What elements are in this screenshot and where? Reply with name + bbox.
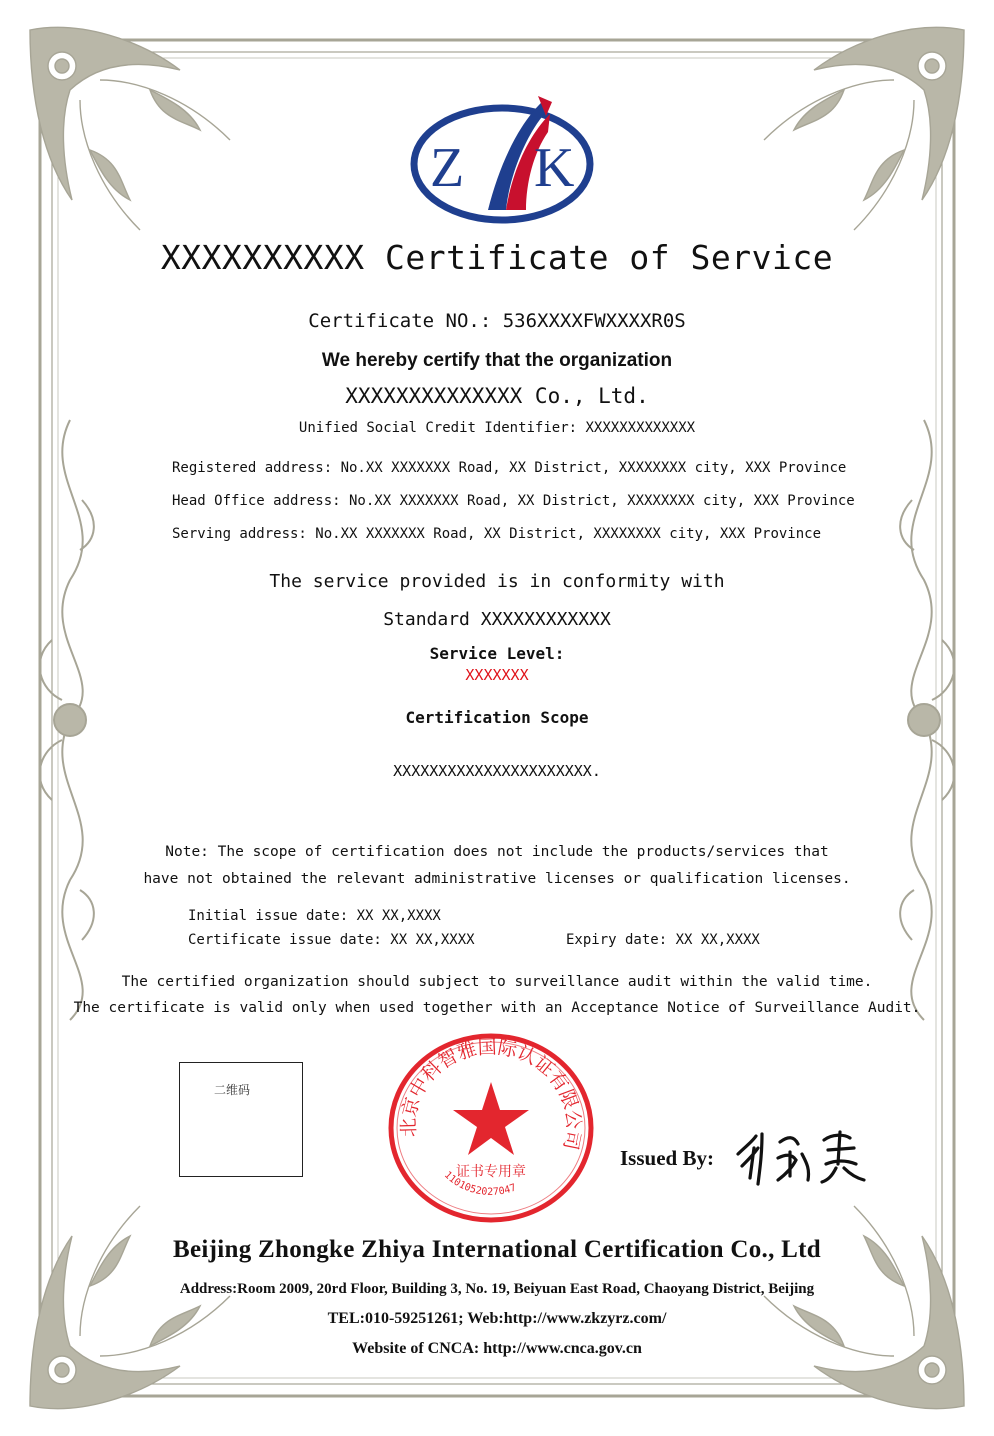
handwritten-signature (732, 1124, 868, 1188)
certificate-issue-date: Certificate issue date: XX XX,XXXX (188, 932, 475, 948)
registered-address: Registered address: No.XX XXXXXXX Road, XX District, XXXXXXXX city, XXX Province (172, 460, 847, 476)
head-office-address: Head Office address: No.XX XXXXXXX Road, XX District, XXXXXXXX city, XXX Province (172, 493, 855, 509)
issuer-company-name: Beijing Zhongke Zhiya International Certification Co., Ltd (173, 1236, 821, 1263)
qr-code-placeholder (179, 1062, 303, 1177)
seal-ring-text: 北京中科智雅国际认证有限公司 (397, 1036, 585, 1152)
issued-by-label: Issued By: (620, 1146, 714, 1170)
serving-address: Serving address: No.XX XXXXXXX Road, XX District, XXXXXXXX city, XXX Province (172, 526, 822, 542)
service-level-value: XXXXXXX (465, 666, 529, 684)
note-line-1: Note: The scope of certification does not include the products/services that (165, 844, 829, 860)
surveillance-line-2: The certificate is valid only when used together with an Acceptance Notice of Surveillance Audit. (73, 1000, 921, 1016)
standard: Standard XXXXXXXXXXXX (383, 609, 611, 630)
logo-letter-k: K (534, 137, 575, 199)
credit-identifier: Unified Social Credit Identifier: XXXXXXXXXXXXX (298, 420, 696, 436)
official-seal (385, 1030, 597, 1226)
seal-number: 1101052027047 (441, 1169, 518, 1198)
certificate-number: Certificate NO.: 536XXXXFWXXXXR0S (308, 310, 686, 332)
note-line-2: have not obtained the relevant administrative licenses or qualification licenses. (143, 871, 851, 887)
expiry-date: Expiry date: XX XX,XXXX (566, 932, 760, 948)
seal-star-icon (453, 1082, 529, 1155)
qr-code-label: 二维码 (214, 1083, 251, 1097)
scope-label: Certification Scope (405, 708, 589, 727)
organization-name: XXXXXXXXXXXXXX Co., Ltd. (345, 384, 649, 408)
service-level-label: Service Level: (429, 644, 565, 663)
issuer-address: Address:Room 2009, 20rd Floor, Building 3, No. 19, Beiyuan East Road, Chaoyang District, Beijing (179, 1281, 815, 1297)
zk-logo (410, 92, 594, 224)
surveillance-line-1: The certified organization should subject to surveillance audit within the valid time. (121, 974, 873, 990)
scope-value: XXXXXXXXXXXXXXXXXXXXXX. (393, 762, 601, 780)
logo-letter-z: Z (430, 137, 465, 199)
initial-issue-date: Initial issue date: XX XX,XXXX (188, 908, 441, 924)
certificate-title: XXXXXXXXXX Certificate of Service (160, 238, 834, 277)
issuer-tel-web: TEL:010-59251261; Web:http://www.zkzyrz.com/ (327, 1310, 667, 1327)
conformity-text: The service provided is in conformity with (269, 571, 725, 592)
cnca-website: Website of CNCA: http://www.cnca.gov.cn (352, 1340, 642, 1357)
certify-statement: We hereby certify that the organization (321, 350, 673, 371)
seal-center-text: 证书专用章 (456, 1164, 526, 1180)
